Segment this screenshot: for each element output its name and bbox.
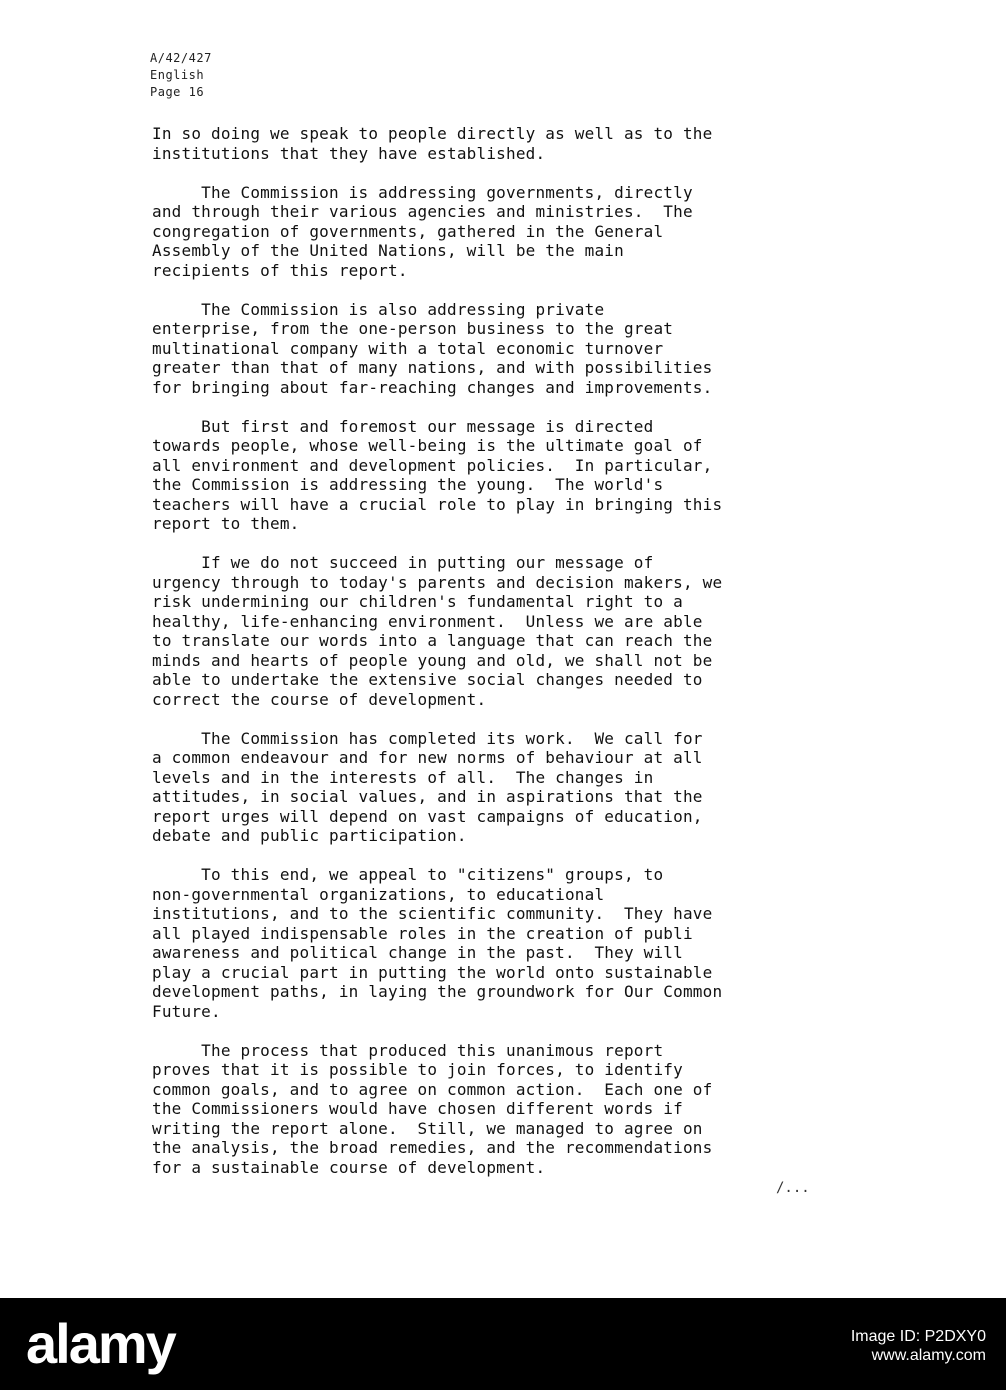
text-line: levels and in the interests of all. The changes in [152,767,654,787]
text-line: non-governmental organizations, to educational [152,884,605,904]
paragraph [152,865,852,1021]
text-line: report to them. [152,514,300,533]
text-line: teachers will have a crucial role to play in bringing this [152,494,723,514]
text-line: greater than that of many nations, and with possibilities [152,358,713,377]
paragraph [152,124,852,163]
text-line: the analysis, the broad remedies, and the recommendations [152,1138,713,1157]
text-line: common goals, and to agree on common action. Each one of [152,1079,713,1099]
text-line: all played indispensable roles in the creation of publi [152,923,693,943]
text-line: correct the course of development. [152,689,487,709]
text-line: healthy, life-enhancing environment. Unless we are able [152,611,703,631]
text-line: and through their various agencies and ministries. The [152,202,693,221]
paragraph [152,553,852,709]
document-symbol: A/42/427 [150,51,212,65]
text-line: for a sustainable course of development. [152,1157,546,1177]
paragraph [152,183,852,281]
text-line: a common endeavour and for new norms of behaviour at all [152,748,703,767]
text-line: attitudes, in social values, and in aspirations that the [152,787,703,806]
text-line: enterprise, from the one-person business to the great [152,319,674,338]
text-line: risk undermining our children's fundamental right to a [152,592,683,611]
text-line: The Commission has completed its work. We call for [152,728,703,748]
site-url: www.alamy.com [871,1347,986,1364]
text-line: writing the report alone. Still, we managed to agree on [152,1118,703,1138]
text-line: towards people, whose well-being is the ultimate goal of [152,436,703,455]
document-header [150,50,212,101]
text-line: institutions that they have established. [152,143,546,163]
text-line: development paths, in laying the groundwork for Our Common [152,982,723,1001]
text-line: debate and public participation. [152,826,467,845]
text-line: proves that it is possible to join forces, to identify [152,1060,683,1079]
text-line: Future. [152,1001,221,1021]
text-line: report urges will depend on vast campaigns of education, [152,806,703,826]
text-line: for bringing about far-reaching changes and improvements. [152,377,713,397]
text-line: The Commission is also addressing private [152,299,605,319]
page-number: Page 16 [150,85,205,99]
text-line: urgency through to today's parents and decision makers, we [152,572,723,592]
text-line: minds and hearts of people young and old, we shall not be [152,650,713,670]
document-body [152,124,852,1197]
text-line: the Commissioners would have chosen different words if [152,1099,683,1118]
document-language: English [150,68,205,82]
text-line: all environment and development policies. In particular, [152,455,713,475]
text-line: In so doing we speak to people directly as well as to the [152,124,713,143]
continued-marker: /... [776,1180,810,1196]
text-line: But first and foremost our message is directed [152,416,654,436]
paragraph [152,729,852,846]
image-id-block [851,1327,986,1365]
text-line: multinational company with a total economic turnover [152,338,664,358]
text-line: the Commission is addressing the young. The world's [152,475,664,494]
paragraph [152,1041,852,1178]
text-line: institutions, and to the scientific community. They have [152,904,713,923]
text-line: To this end, we appeal to "citizens" groups, to [152,865,664,884]
paragraph [152,300,852,398]
text-line: Assembly of the United Nations, will be the main [152,241,624,260]
text-line: play a crucial part in putting the world onto sustainable [152,962,713,982]
text-line: able to undertake the extensive social changes needed to [152,670,703,689]
text-line: The Commission is addressing governments, directly [152,182,693,202]
image-id: Image ID: P2DXY0 [850,1328,986,1345]
alamy-logo: alamy [26,1312,175,1375]
text-line: congregation of governments, gathered in the General [152,221,664,241]
text-line: to translate our words into a language that can reach the [152,631,713,650]
text-line: recipients of this report. [152,260,408,280]
text-line: The process that produced this unanimous report [152,1040,664,1060]
text-line: awareness and political change in the past. They will [152,943,683,962]
text-line: If we do not succeed in putting our message of [152,553,654,572]
paragraph [152,417,852,534]
